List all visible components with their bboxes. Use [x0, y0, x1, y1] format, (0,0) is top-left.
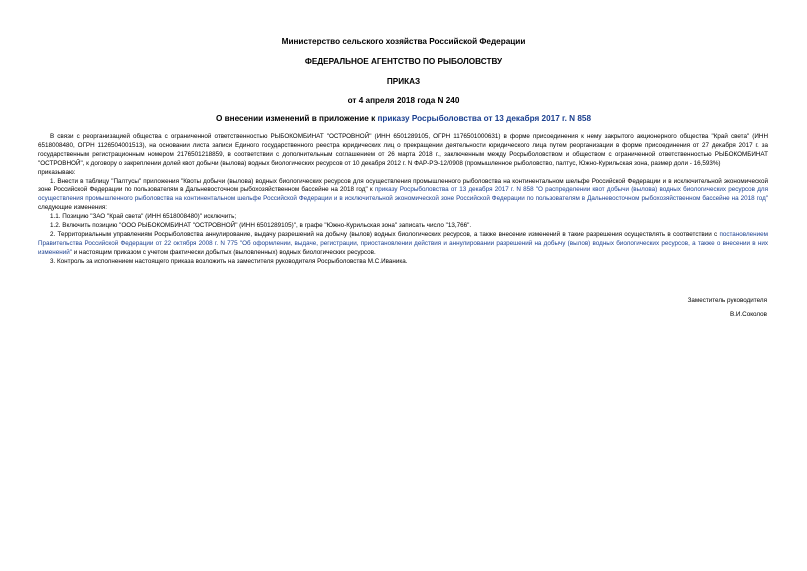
order-858-link[interactable]: приказу Росрыболовства от 13 декабря 2017 г. N 858 "О распределении квот добычи (вылова) водных биологических ресурсов для осуществления промышленного рыболовства на континентальном шельфе Российской Федерации и в исключительной экономической зоне Российской Федерации по пользователям в Дальневосточном рыбохозяйственном бассейне на 2018 год" — [38, 186, 768, 203]
item-2-text: 2. Территориальным управлениям Росрыболовства аннулирование, выдачу разрешений на добычу (вылов) водных биологических ресурсов, а также внесение изменений в такие разрешения осуществлять в соответствии с — [50, 230, 720, 238]
ministry-heading: Министерство сельского хозяйства Российской Федерации — [281, 37, 526, 46]
agency-heading: ФЕДЕРАЛЬНОЕ АГЕНТСТВО ПО РЫБОЛОВСТВУ — [304, 57, 503, 66]
paragraph-item-1 — [38, 178, 768, 214]
document-body — [38, 133, 768, 267]
paragraph-item-3: 3. Контроль за исполнением настоящего приказа возложить на заместителя руководителя Росрыболовства М.С.Иваника. — [50, 257, 408, 265]
item-1-text: 1. Внести в таблицу "Палтусы" приложения "Квоты добычи (вылова) водных биологических ресурсов для осуществления промышленного рыболовства на континентальном шельфе Российской Федерации и в исключительной экономической зоне Российской Федерации по пользователям в Дальневосточном рыбохозяйственном бассейне на 2018 год" к — [38, 177, 768, 194]
paragraph-preamble: В связи с реорганизацией общества с ограниченной ответственностью РЫБОКОМБИНАТ "ОСТРОВНОЙ" (ИНН 6501289105, ОГРН 1176501000631) в форме присоединения к нему закрытого акционерного общества "Край света" (ИНН 6518008480, ОГРН 1126504001513), на основании листа записи Единого государственного реестра юридических лиц о прекращении деятельности юридического лица путем реорганизации в форме присоединения от 27 декабря 2017 г. за государственным регистрационным номером 2176501218859, в соответствии с дополнительным соглашением от 26 марта 2018 г., заключенным между Росрыболовством и обществом с ограниченной ответственностью РЫБОКОМБИНАТ "ОСТРОВНОЙ", к договору о закреплении долей квот добычи (вылова) водных биологических ресурсов от 10 декабря 2012 г. N ФАР-РЭ-12/0908 (промышленное рыболовство, палтус, Южно-Курильская зона, размер доли - 16,593%) — [38, 133, 768, 167]
paragraph-item-2 — [38, 231, 768, 258]
paragraph-item-1-2: 1.2. Включить позицию "ООО РЫБОКОМБИНАТ "ОСТРОВНОЙ" (ИНН 6501289105)", в графе "Южно-Курильская зона" записать число "13,766". — [50, 222, 472, 230]
signature-position: Заместитель руководителя — [687, 297, 767, 304]
paragraph-order: приказываю: — [38, 168, 76, 176]
item-2-tail: и настоящим приказом с учетом фактически добытых (выловленных) водных биологических ресурсов. — [71, 248, 376, 256]
signature-name: В.И.Соколов — [729, 311, 767, 318]
date-number: от 4 апреля 2018 года N 240 — [347, 96, 460, 105]
title-link[interactable]: приказу Росрыболовства от 13 декабря 2017 г. N 858 — [377, 114, 592, 123]
paragraph-item-1-1: 1.1. Позицию "ЗАО "Край света" (ИНН 6518008480)" исключить; — [50, 213, 237, 221]
title-text: О внесении изменений в приложение к — [215, 114, 378, 123]
document-title — [0, 114, 807, 123]
decree-775-link[interactable]: постановлением Правительства Российской Федерации от 22 октября 2008 г. N 775 "Об оформлении, выдаче, регистрации, приостановлении действия и аннулировании разрешений на добычу (вылов) водных биологических ресурсов, а также о внесении в них изменений" — [38, 230, 768, 256]
doc-type-heading: ПРИКАЗ — [386, 77, 421, 86]
item-1-tail: следующие изменения: — [38, 204, 108, 212]
